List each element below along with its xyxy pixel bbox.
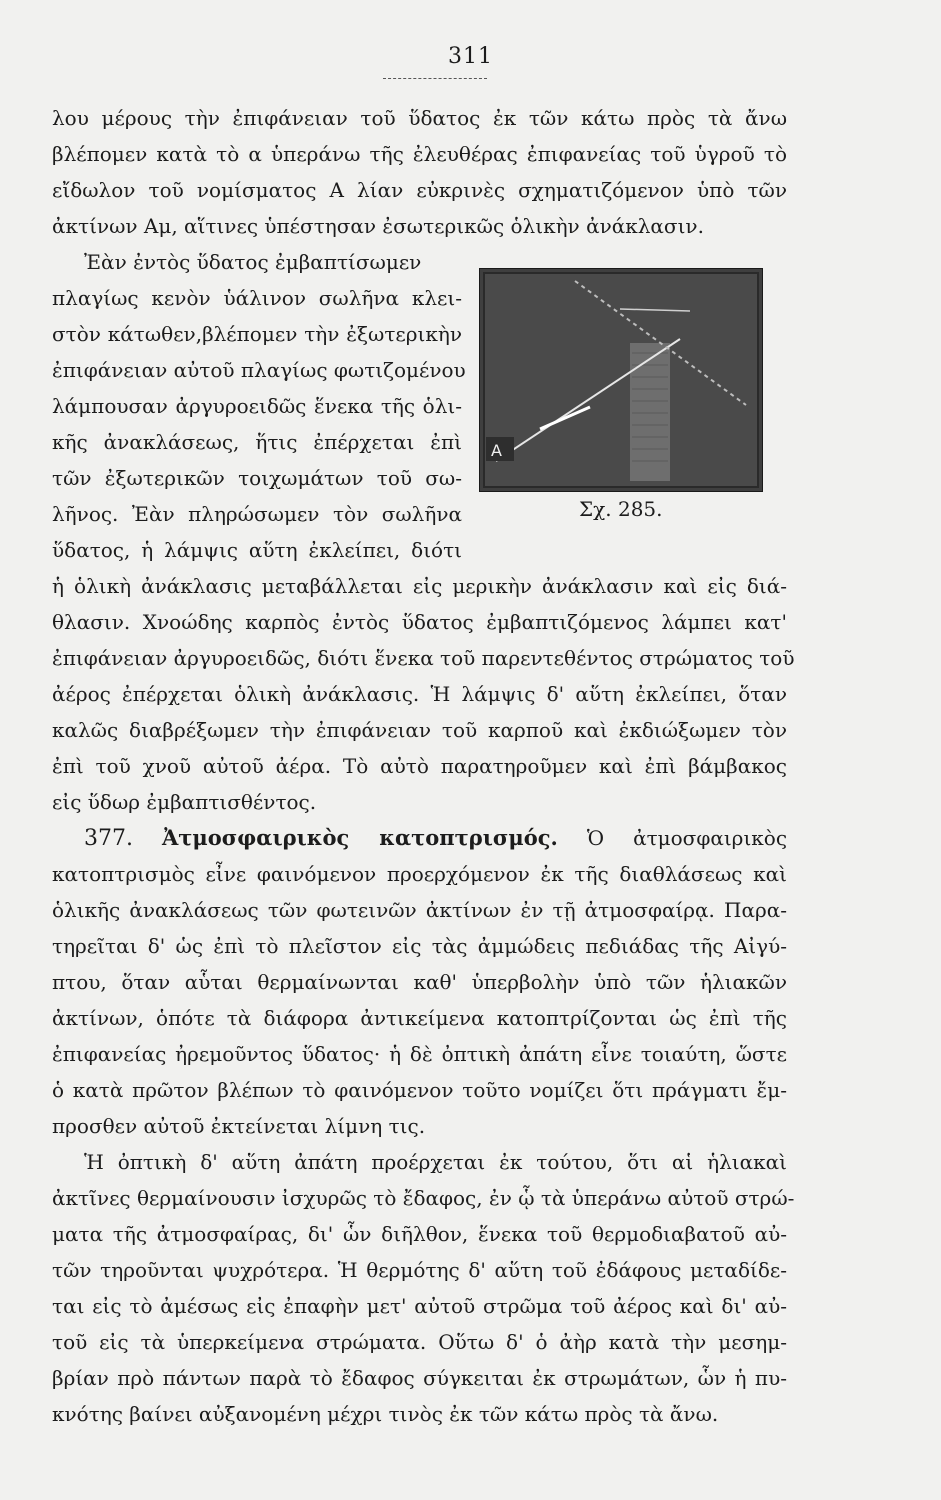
text-line: εἴδωλον τοῦ νομίσματος Α λίαν εὐκρινὲς σχηματιζόμενον ὑπὸ τῶν (52, 178, 787, 202)
text-line: καλῶς διαβρέξωμεν τὴν ἐπιφάνειαν τοῦ καρποῦ καὶ ἐκδιώξωμεν τὸν (52, 718, 787, 742)
text-line: λῆνος. Ἐὰν πληρώσωμεν τὸν σωλῆνα (52, 502, 462, 526)
figure-illustration (480, 269, 762, 491)
text-line: ἡ ὁλικὴ ἀνάκλασις μεταβάλλεται εἰς μερικὴν ἀνάκλασιν καὶ εἰς διά- (52, 574, 787, 598)
text-line: ἐπὶ τοῦ χνοῦ αὐτοῦ ἀέρα. Τὸ αὐτὸ παρατηροῦμεν καὶ ἐπὶ βάμβακος (52, 754, 787, 778)
text-line: κατοπτρισμὸς εἶνε φαινόμενον προερχόμενον ἐκ τῆς διαθλάσεως καὶ (52, 862, 787, 886)
text-line: ὕδατος, ἡ λάμψις αὕτη ἐκλείπει, διότι (52, 538, 462, 562)
text-line: ὁλικῆς ἀνακλάσεως τῶν φωτεινῶν ἀκτίνων ἐν τῇ ἀτμοσφαίρᾳ. Παρα- (52, 898, 787, 922)
header-rule (383, 78, 487, 79)
section-heading-line (84, 821, 787, 855)
text-line: βρίαν πρὸ πάντων παρὰ τὸ ἔδαφος σύγκειται ἐκ στρωμάτων, ὧν ἡ πυ- (52, 1366, 787, 1390)
text-line: τοῦ εἰς τὰ ὑπερκείμενα στρώματα. Οὕτω δ' ὁ ἀὴρ κατὰ τὴν μεσημ- (52, 1330, 787, 1354)
text-line: ματα τῆς ἀτμοσφαίρας, δι' ὧν διῆλθον, ἕνεκα τοῦ θερμοδιαβατοῦ αὐ- (52, 1222, 787, 1246)
text-line: Ἐὰν ἐντὸς ὕδατος ἐμβαπτίσωμεν (84, 250, 422, 274)
text-line: λου μέρους τὴν ἐπιφάνειαν τοῦ ὕδατος ἐκ τῶν κάτω πρὸς τὰ ἄνω (52, 106, 787, 130)
text-line: ἀκτῖνες θερμαίνουσιν ἰσχυρῶς τὸ ἔδαφος, ἐν ᾧ τὰ ὑπεράνω αὐτοῦ στρώ- (52, 1186, 795, 1210)
text-line: θλασιν. Χνοώδης καρπὸς ἐντὸς ὕδατος ἐμβαπτιζόμενος λάμπει κατ' (52, 610, 787, 634)
page-number: 311 (448, 44, 493, 69)
text-line: ἐπιφάνειαν αὐτοῦ πλαγίως φωτιζομένου (52, 358, 466, 382)
text-line: βλέπομεν κατὰ τὸ α ὑπεράνω τῆς ἐλευθέρας ἐπιφανείας τοῦ ὑγροῦ τὸ (52, 142, 787, 166)
text-line: στὸν κάτωθεν,βλέπομεν τὴν ἐξωτερικὴν (52, 322, 462, 346)
text-line: ἀέρος ἐπέρχεται ὁλικὴ ἀνάκλασις. Ἡ λάμψις δ' αὕτη ἐκλείπει, ὅταν (52, 682, 787, 706)
figure-caption: Σχ. 285. (579, 497, 663, 521)
section-text-start: Ὁ ἀτμοσφαιρικὸς (586, 826, 788, 850)
text-line: ται εἰς τὸ ἀμέσως εἰς ἐπαφὴν μετ' αὐτοῦ στρῶμα τοῦ ἀέρος καὶ δι' αὐ- (52, 1294, 787, 1318)
text-line: ἀκτίνων, ὁπότε τὰ διάφορα ἀντικείμενα κατοπτρίζονται ὡς ἐπὶ τῆς (52, 1006, 787, 1030)
figure-point-label: A (491, 441, 502, 460)
text-line: πτου, ὅταν αὗται θερμαίνωνται καθ' ὑπερβολὴν ὑπὸ τῶν ἡλιακῶν (52, 970, 787, 994)
text-line: κνότης βαίνει αὐξανομένη μέχρι τινὸς ἐκ τῶν κάτω πρὸς τὰ ἄνω. (52, 1402, 719, 1426)
text-line: ἀκτίνων Αμ, αἵτινες ὑπέστησαν ἐσωτερικῶς ὁλικὴν ἀνάκλασιν. (52, 214, 704, 238)
figure-285 (479, 268, 763, 492)
text-line: προσθεν αὐτοῦ ἐκτείνεται λίμνη τις. (52, 1114, 426, 1138)
text-line: κῆς ἀνακλάσεως, ἥτις ἐπέρχεται ἐπὶ (52, 430, 462, 454)
text-line: εἰς ὕδωρ ἐμβαπτισθέντος. (52, 790, 317, 814)
text-line: Ἡ ὀπτικὴ δ' αὕτη ἀπάτη προέρχεται ἐκ τούτου, ὅτι αἱ ἡλιακαὶ (84, 1150, 787, 1174)
text-line: ἐπιφανείας ἠρεμοῦντος ὕδατος· ἡ δὲ ὀπτικὴ ἀπάτη εἶνε τοιαύτη, ὥστε (52, 1042, 787, 1066)
text-line: τῶν ἐξωτερικῶν τοιχωμάτων τοῦ σω- (52, 466, 462, 490)
section-number: 377. (84, 826, 133, 851)
section-title: Ἀτμοσφαιρικὸς κατοπτρισμός. (162, 825, 558, 850)
text-line: λάμπουσαν ἀργυροειδῶς ἕνεκα τῆς ὁλι- (52, 394, 462, 418)
text-line: ἐπιφάνειαν ἀργυροειδῶς, διότι ἕνεκα τοῦ παρεντεθέντος στρώματος τοῦ (52, 646, 795, 670)
text-line: τηρεῖται δ' ὡς ἐπὶ τὸ πλεῖστον εἰς τὰς ἀμμώδεις πεδιάδας τῆς Αἰγύ- (52, 934, 787, 958)
text-line: τῶν τηροῦνται ψυχρότερα. Ἡ θερμότης δ' αὕτη τοῦ ἐδάφους μεταδίδε- (52, 1258, 787, 1282)
text-line: ὁ κατὰ πρῶτον βλέπων τὸ φαινόμενον τοῦτο νομίζει ὅτι πράγματι ἔμ- (52, 1078, 787, 1102)
text-line: πλαγίως κενὸν ὑάλινον σωλῆνα κλει- (52, 286, 462, 310)
